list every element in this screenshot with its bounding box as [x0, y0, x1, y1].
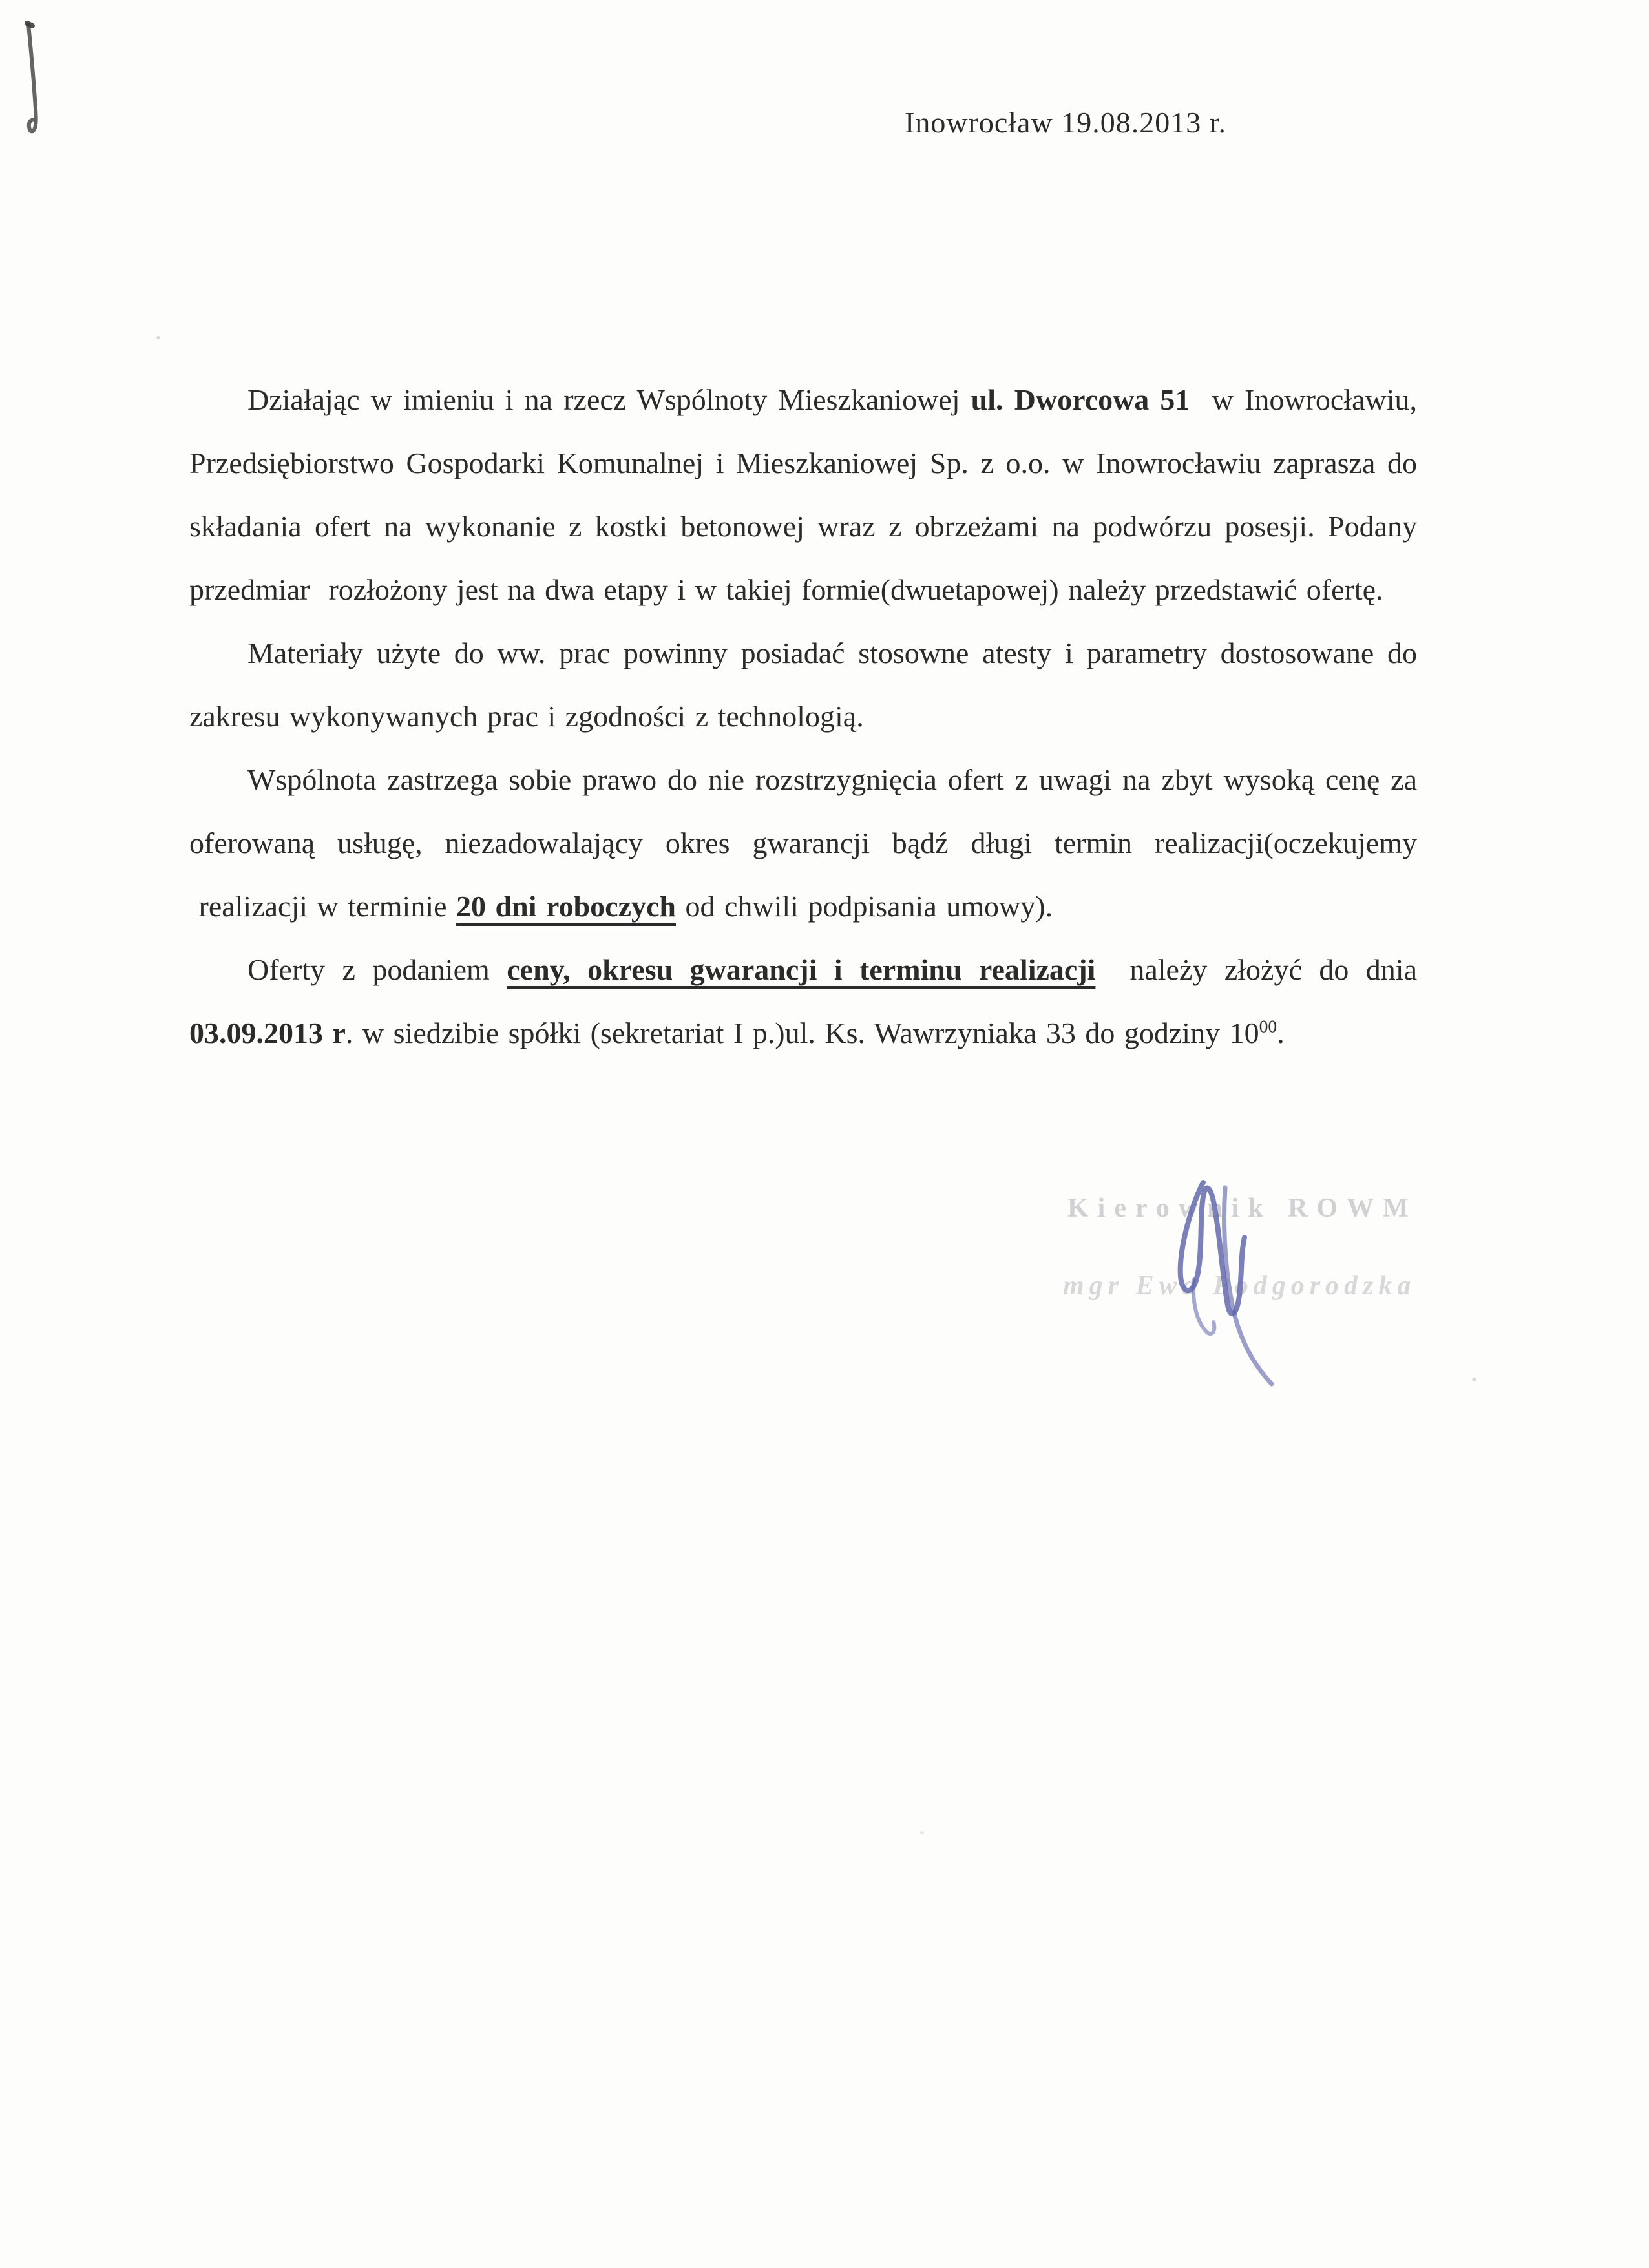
text-segment: Oferty z podaniem	[247, 953, 507, 986]
stamp-name-line: mgr Ewa Podgorodzka	[1063, 1271, 1416, 1301]
text-segment: . w siedzibie spółki (sekretariat I p.)ul. Ks. Wawrzyniaka 33 do godziny 10	[345, 1016, 1259, 1049]
stamp-role-line: Kierownik ROWM	[1067, 1193, 1418, 1223]
scan-artifact-pen-mark	[19, 18, 65, 160]
letter-body	[189, 368, 1417, 1065]
text-segment: ul. Dworcowa 51	[971, 383, 1190, 416]
handwritten-signature	[1157, 1168, 1299, 1401]
paragraph	[189, 622, 1417, 748]
text-segment: Wspólnota zastrzega sobie prawo do nie rozstrzygnięcia ofert z uwagi na zbyt wysoką cenę za oferowaną usługę, niezadowalający okres gwarancji bądź długi termin realizacji(oczekujemy realizacji w terminie	[189, 763, 1417, 923]
text-segment: 03.09.2013 r	[189, 1016, 346, 1049]
scan-speck	[920, 1831, 924, 1834]
paragraph	[189, 938, 1417, 1065]
paragraph	[189, 368, 1417, 622]
text-segment: 20 dni roboczych	[456, 890, 676, 923]
text-segment: należy złożyć do dnia	[1095, 953, 1417, 986]
text-segment: od chwili podpisania umowy).	[675, 890, 1053, 923]
scan-speck	[1472, 1378, 1476, 1381]
text-segment: Materiały użyte do ww. prac powinny posiadać stosowne atesty i parametry dostosowane do zakresu wykonywanych prac i zgodności z technologią.	[189, 636, 1417, 733]
text-segment: w Inowrocławiu, Przedsiębiorstwo Gospodarki Komunalnej i Mieszkaniowej Sp. z o.o. w Inowrocławiu zaprasza do składania ofert na wykonanie z kostki betonowej wraz z obrzeżami na podwórzu posesji. Podany przedmiar rozłożony jest na dwa etapy i w takiej formie(dwuetapowej) należy przedstawić ofertę.	[189, 383, 1417, 606]
text-segment: 00	[1259, 1016, 1277, 1036]
text-segment: .	[1277, 1016, 1285, 1049]
text-segment: Działając w imieniu i na rzecz Wspólnoty Mieszkaniowej	[247, 383, 971, 416]
scan-speck	[156, 336, 160, 339]
date-line: Inowrocław 19.08.2013 r.	[905, 106, 1226, 139]
text-segment: ceny, okresu gwarancji i terminu realizacji	[507, 953, 1096, 986]
paragraph	[189, 748, 1417, 938]
